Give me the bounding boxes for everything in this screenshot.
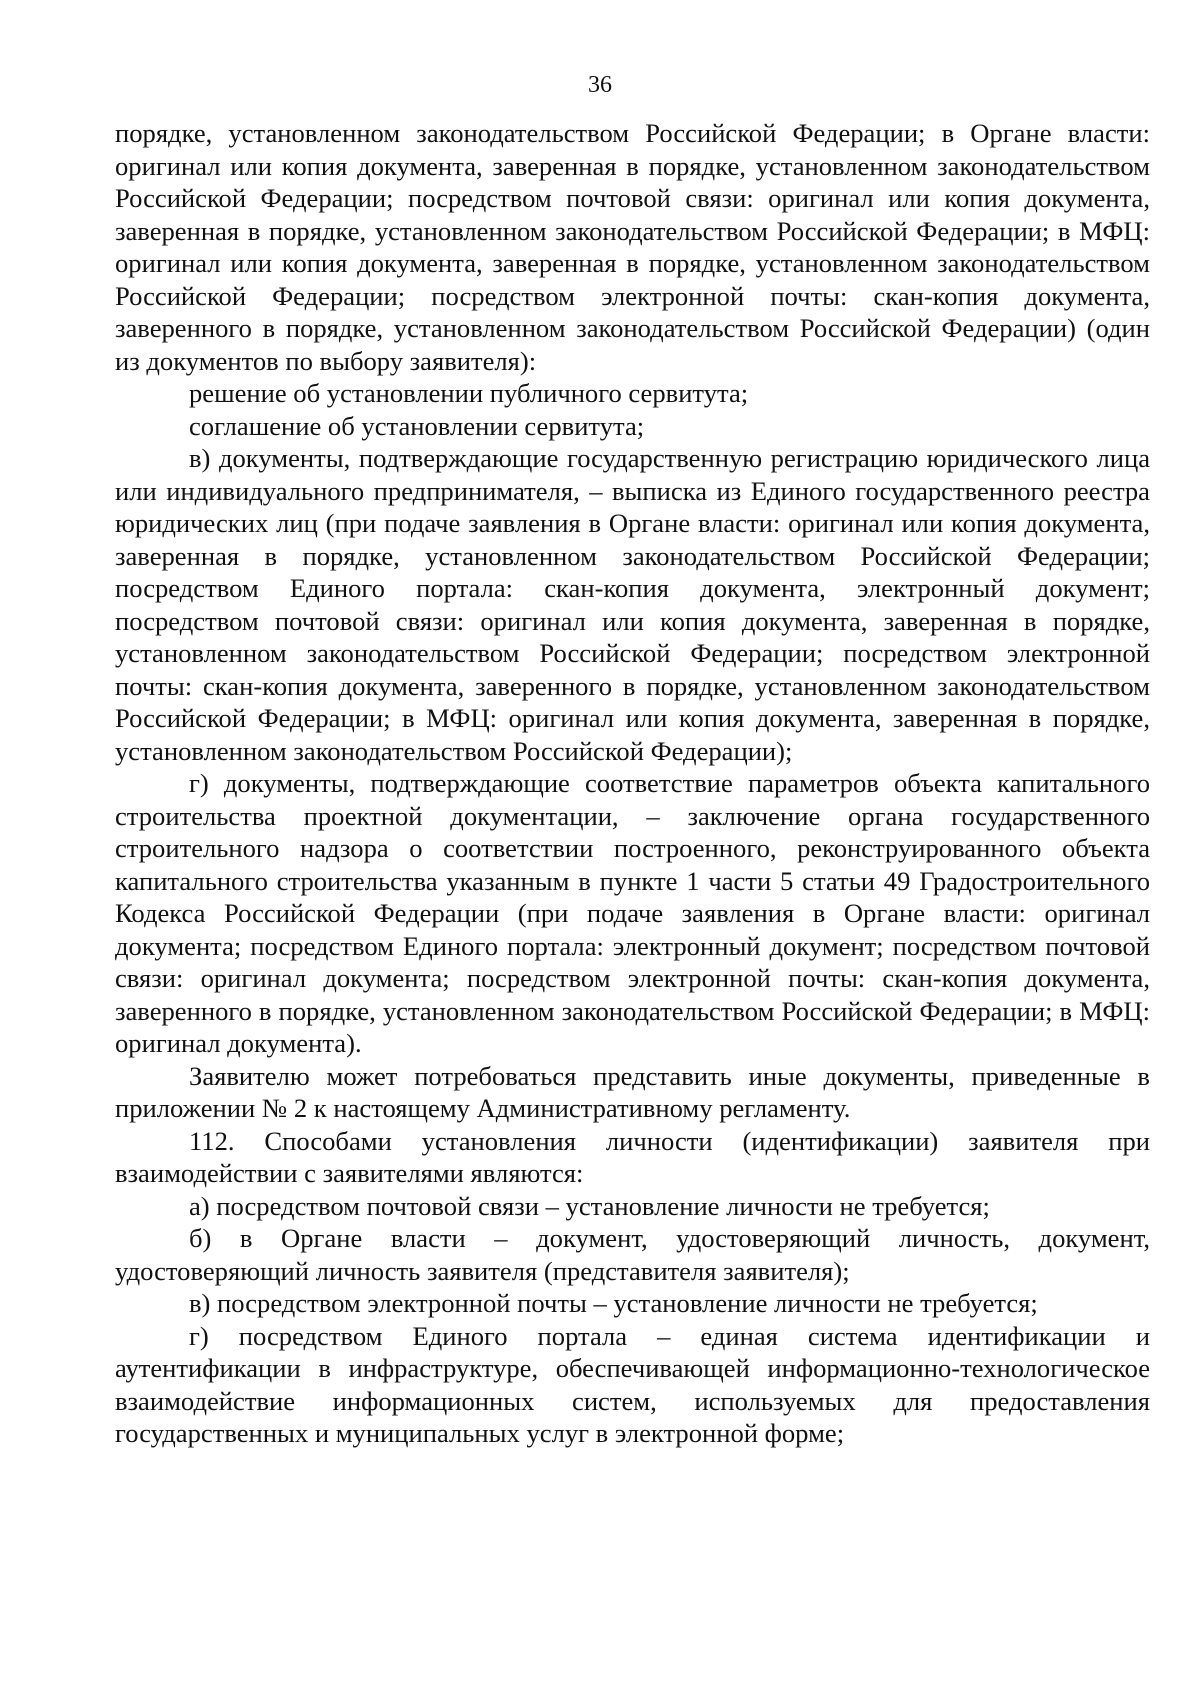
page-number: 36 [588, 72, 612, 98]
paragraph-clause-112: 112. Способами установления личности (идентификации) заявителя при взаимодействии с заявителями являются: [115, 1125, 1150, 1188]
paragraph-item-b: б) в Органе власти – документ, удостоверяющий личность, документ, удостоверяющий личность заявителя (представителя заявителя); [115, 1223, 1150, 1286]
paragraph-continuation: порядке, установленном законодательством Российской Федерации; в Органе власти: оригинал или копия документа, заверенная в порядке, установленном законодательством Российской Федерации; посредством почтовой связи: оригинал или копия документа, заверенная в порядке, установленном законодательством Российской Федерации; в МФЦ: оригинал или копия документа, заверенная в порядке, установленном законодательством Российской Федерации; посредством электронной почты: скан-копия документа, заверенного в порядке, установленном законодательством Российской Федерации) (один из документов по выбору заявителя): [115, 118, 1150, 376]
paragraph-item: соглашение об установлении сервитута; [189, 410, 645, 441]
paragraph-item: решение об установлении публичного сервитута; [189, 378, 749, 408]
paragraph-item-g: г) документы, подтверждающие соответствие параметров объекта капитального строительства проектной документации, – заключение органа государственного строительного надзора о соответствии построенного, реконструированного объекта капитального строительства указанным в пункте 1 части 5 статьи 49 Градостроительного Кодекса Российской Федерации (при подаче заявления в Органе власти: оригинал документа; посредством Единого портала: электронный документ; посредством почтовой связи: оригинал документа; посредством электронной почты: скан-копия документа, заверенного в порядке, установленном законодательством Российской Федерации; в МФЦ: оригинал документа). [115, 768, 1150, 1058]
paragraph-item-v: в) документы, подтверждающие государственную регистрацию юридического лица или индивидуального предпринимателя, – выписка из Единого государственного реестра юридических лиц (при подаче заявления в Органе власти: оригинал или копия документа, заверенная в порядке, установленном законодательством Российской Федерации; посредством Единого портала: скан-копия документа, электронный документ; посредством почтовой связи: оригинал или копия документа, заверенная в порядке, установленном законодательством Российской Федерации; посредством электронной почты: скан-копия документа, заверенного в порядке, установленном законодательством Российской Федерации; в МФЦ: оригинал или копия документа, заверенная в порядке, установленном законодательством Российской Федерации); [115, 443, 1150, 766]
paragraph-item-v2: в) посредством электронной почты – установление личности не требуется; [189, 1288, 1038, 1318]
document-body [115, 117, 1150, 1450]
paragraph-item-g2: г) посредством Единого портала – единая система идентификации и аутентификации в инфраструктуре, обеспечивающей информационно-технологическое взаимодействие информационных систем, используемых для предоставления государственных и муниципальных услуг в электронной форме; [115, 1320, 1150, 1448]
paragraph-item-a: а) посредством почтовой связи – установление личности не требуется; [189, 1190, 990, 1221]
paragraph-note: Заявителю может потребоваться представить иные документы, приведенные в приложении № 2 к настоящему Административному регламенту. [115, 1060, 1150, 1123]
